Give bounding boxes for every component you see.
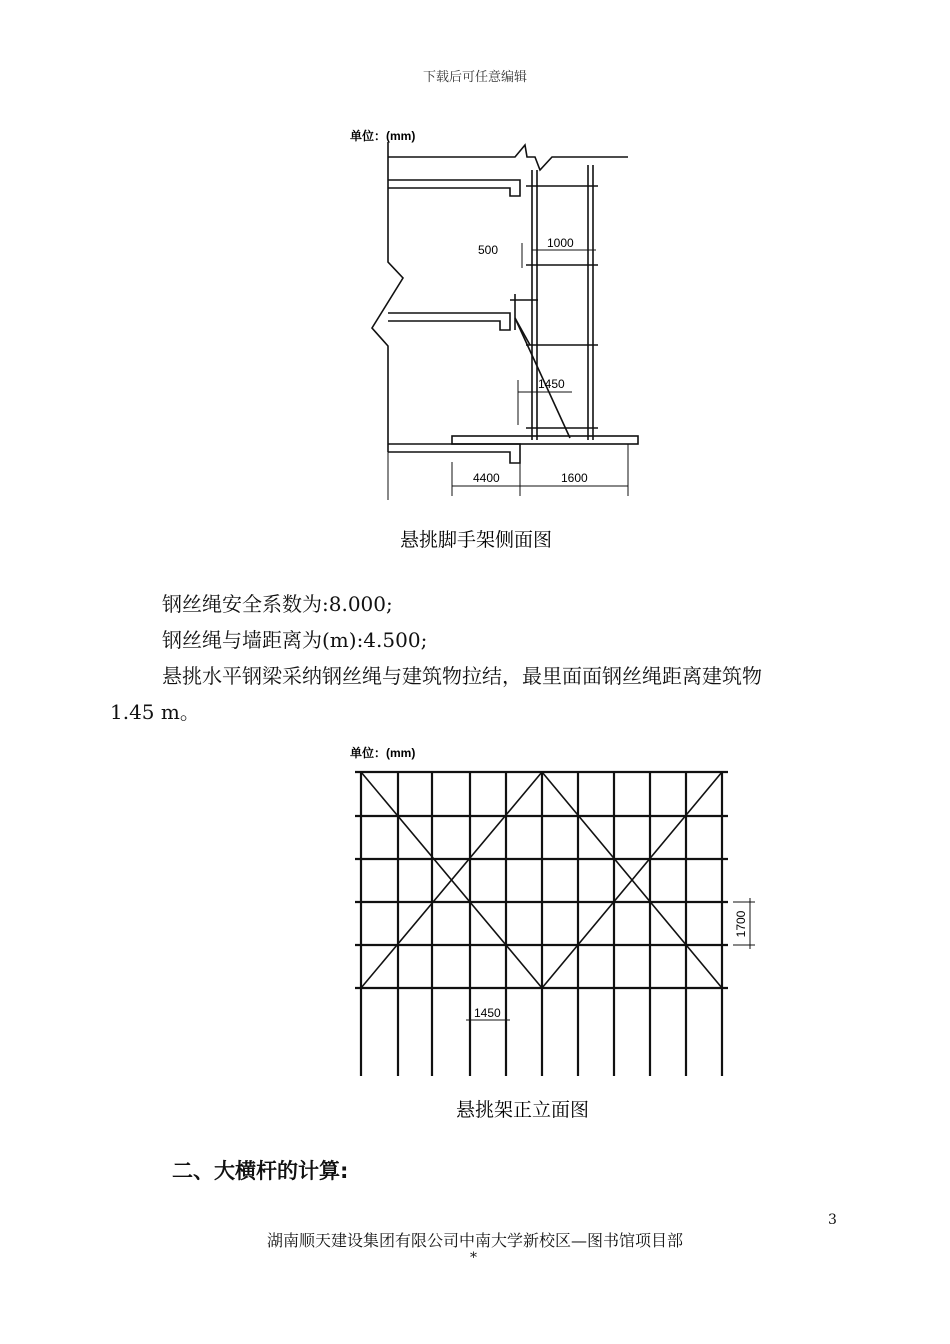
figure1-dim-1450: 1450 [538,377,565,391]
body-line-3b: 1.45 m。 [110,700,200,724]
page-number: 3 [828,1212,837,1228]
body-line-1: 钢丝绳安全系数为:8.000; [162,592,393,616]
figure1-dim-1000: 1000 [547,236,574,250]
section-heading: 二、大横杆的计算: [172,1159,349,1183]
figure2-dim-1450: 1450 [474,1006,501,1020]
body-line-3a: 悬挑水平钢梁采纳钢丝绳与建筑物拉结，最里面面钢丝绳距离建筑物 [162,664,762,688]
figure2-dim-1700: 1700 [734,910,748,938]
body-text [110,586,840,730]
body-line-2: 钢丝绳与墙距离为(m):4.500; [162,628,428,652]
figure1-unit-label: 单位：(mm) [350,129,416,143]
figure1-dim-4400: 4400 [473,471,500,485]
figure-front-elevation [345,740,765,1125]
page-footer: 湖南顺天建设集团有限公司中南大学新校区—图书馆项目部 [266,1231,683,1250]
figure2-caption: 悬挑架正立面图 [456,1100,590,1121]
figure1-dim-1600: 1600 [561,471,588,485]
figure-side-elevation [330,118,660,563]
figure1-caption: 悬挑脚手架侧面图 [400,530,553,551]
footer-mark: * [470,1250,477,1266]
figure1-dim-500: 500 [478,243,499,257]
page-header: 下载后可任意编辑 [422,70,527,85]
figure2-unit-label: 单位：(mm) [350,746,416,760]
